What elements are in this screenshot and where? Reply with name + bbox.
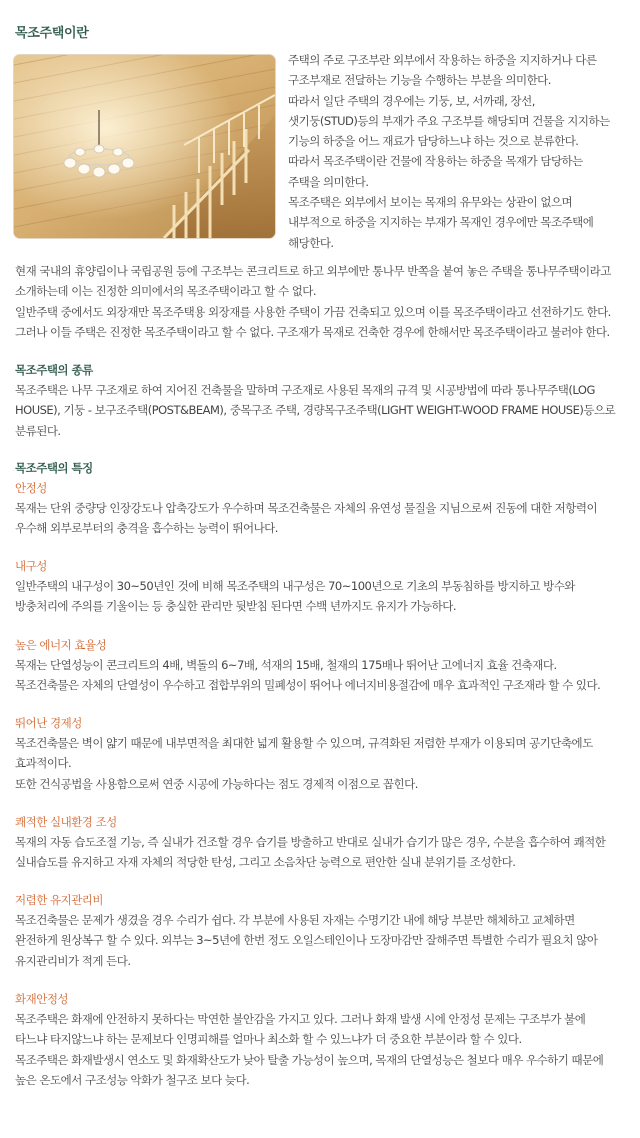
- feature-body: [15, 655, 630, 696]
- types-heading: 목조주택의 종류: [15, 363, 93, 377]
- feature-safety: [15, 478, 630, 539]
- text-line: 목조건축물은 벽이 얇기 때문에 내부면적을 최대한 넓게 활용할 수 있으며, 규격화된 저렴한 부재가 이용되며 공기단축에도: [15, 736, 593, 750]
- text-line: 일반주택 중에서도 외장재만 목조주택용 외장재를 사용한 주택이 가끔 건축되고 있으며 이를 목조주택이라고 선전하기도 한다.: [15, 304, 611, 319]
- text-line: 따라서 일단 주택의 경우에는 기둥, 보, 서까래, 장선,: [288, 93, 535, 108]
- text-line: 타느냐 타지않느냐 하는 문제보다 인명피해를 얼마나 최소화 할 수 있느냐가 더 중요한 부분이라 할 수 있다.: [15, 1032, 522, 1047]
- intro-text: [288, 50, 628, 253]
- text-line: 우수해 외부로부터의 충격을 흡수하는 능력이 뛰어나다.: [15, 521, 278, 536]
- feature-title: 쾌적한 실내환경 조성: [15, 815, 117, 829]
- feature-body: [15, 576, 630, 617]
- text-line: 구조부재로 전달하는 기능을 수행하는 부분을 의미한다.: [288, 73, 551, 88]
- text-line: 실내습도를 유지하고 자재 자체의 적당한 탄성, 그리고 소음차단 능력으로 편안한 실내 분위기를 조성한다.: [15, 855, 516, 870]
- text-line: 주택을 의미한다.: [288, 174, 369, 189]
- feature-title: 안정성: [15, 481, 47, 495]
- text-line: 효과적이다.: [15, 756, 72, 771]
- text-line: 목재는 단열성능이 콘크리트의 4배, 벽돌의 6~7배, 석재의 15배, 철재의 175배나 뛰어난 고에너지 효율 건축재다.: [15, 658, 557, 672]
- types-section: [15, 360, 630, 441]
- text-line: 분류된다.: [15, 423, 61, 438]
- feature-maintenance: [15, 890, 630, 971]
- text-line: 주택의 주로 구조부란 외부에서 작용하는 하중을 지지하거나 다른: [288, 53, 597, 67]
- text-line: 따라서 목조주택이란 건물에 작용하는 하중을 목재가 담당하는: [288, 154, 583, 169]
- room-photo-icon: [14, 55, 275, 238]
- text-line: 현재 국내의 휴양림이나 국립공원 등에 구조부는 콘크리트로 하고 외부에만 통나무 반쪽을 붙여 놓은 주택을 통나무주택이라고: [15, 264, 611, 278]
- feature-title: 저렴한 유지관리비: [15, 893, 104, 907]
- feature-body: [15, 733, 630, 794]
- text-line: 해당한다.: [288, 235, 334, 250]
- text-line: 내부적으로 하중을 지지하는 부재가 목재인 경우에만 목조주택에: [288, 215, 594, 230]
- text-line: 방충처리에 주의를 기울이는 등 충실한 관리만 뒷받침 된다면 수백 년까지도 유지가 가능하다.: [15, 599, 457, 614]
- feature-title: 높은 에너지 효율성: [15, 638, 107, 652]
- text-line: 목조건축물은 문제가 생겼을 경우 수리가 쉽다. 각 부분에 사용된 자재는 수명기간 내에 해당 부분만 해체하고 교체하면: [15, 913, 575, 927]
- feature-body: [15, 1009, 630, 1090]
- features-heading: 목조주택의 특징: [15, 461, 93, 475]
- text-line: 목조건축물은 자체의 단열성이 우수하고 접합부위의 밀폐성이 뛰어나 에너지비용절감에 매우 효과적인 구조재라 할 수 있다.: [15, 678, 601, 693]
- feature-title: 화재안정성: [15, 992, 69, 1006]
- features-section: [15, 458, 630, 478]
- room-photo: [14, 55, 275, 238]
- general-paragraph: [15, 261, 630, 342]
- text-line: 유지관리비가 적게 든다.: [15, 953, 131, 968]
- text-line: 또한 건식공법을 사용함으로써 연중 시공에 가능하다는 점도 경제적 이점으로 꼽힌다.: [15, 776, 418, 791]
- text-line: 목조주택은 화재에 안전하지 못하다는 막연한 불안감을 가지고 있다. 그러나 화재 발생 시에 안정성 문제는 구조부가 불에: [15, 1012, 586, 1026]
- text-line: 완전하게 원상복구 할 수 있다. 외부는 3~5년에 한번 정도 오일스테인이나 도장마감만 잘해주면 특별한 수리가 필요치 않아: [15, 933, 598, 948]
- text-line: HOUSE), 기둥 - 보구조주택(POST&BEAM), 중목구조 주택, 경량목구조주택(LIGHT WEIGHT-WOOD FRAME HOUSE)등으로: [15, 403, 616, 418]
- feature-fire-safety: [15, 989, 630, 1090]
- text-line: 기능의 하중을 어느 재료가 담당하느냐 하는 것으로 분류한다.: [288, 134, 579, 149]
- text-line: 높은 온도에서 구조성능 악화가 철구조 보다 늦다.: [15, 1072, 250, 1087]
- text-line: 목조주택은 외부에서 보이는 목재의 유무와는 상관이 없으며: [288, 195, 573, 210]
- feature-body: [15, 910, 630, 971]
- text-line: 목조주택은 화재발생시 연소도 및 화재확산도가 낮아 탈출 가능성이 높으며, 목재의 단열성능은 철보다 매우 우수하기 때문에: [15, 1052, 604, 1067]
- feature-title: 내구성: [15, 559, 47, 573]
- text-line: 샛기둥(STUD)등의 부재가 주요 구조부를 해당되며 건물을 지지하는: [288, 113, 610, 128]
- text-line: 일반주택의 내구성이 30~50년인 것에 비해 목조주택의 내구성은 70~100년으로 기초의 부동침하를 방지하고 방수와: [15, 579, 575, 593]
- feature-body: [15, 832, 630, 873]
- feature-durability: [15, 556, 630, 617]
- feature-energy-efficiency: [15, 635, 630, 696]
- page-title: 목조주택이란: [15, 26, 89, 41]
- text-line: 목재는 단위 중량당 인장강도나 압축강도가 우수하며 목조건축물은 자체의 유연성 물질을 지님으로써 진동에 대한 저항력이: [15, 501, 598, 515]
- text-line: 목조주택은 나무 구조재로 하여 지어진 건축물을 말하며 구조재로 사용된 목재의 규격 및 시공방법에 따라 통나무주택(LOG: [15, 383, 595, 397]
- text-line: 그러나 이들 주택은 진정한 목조주택이라고 할 수 없다. 구조재가 목재로 건축한 경우에 한해서만 목조주택이라고 불러야 한다.: [15, 324, 610, 339]
- feature-title: 뛰어난 경제성: [15, 716, 82, 730]
- feature-economy: [15, 713, 630, 794]
- text-line: 소개하는데 이는 진정한 의미에서의 목조주택이라고 할 수 없다.: [15, 284, 317, 299]
- feature-indoor-environment: [15, 812, 630, 873]
- types-body: [15, 380, 630, 441]
- text-line: 목재의 자동 습도조절 기능, 즉 실내가 건조할 경우 습기를 방출하고 반대로 실내가 습기가 많은 경우, 수분을 흡수하여 쾌적한: [15, 835, 606, 849]
- feature-body: [15, 498, 630, 539]
